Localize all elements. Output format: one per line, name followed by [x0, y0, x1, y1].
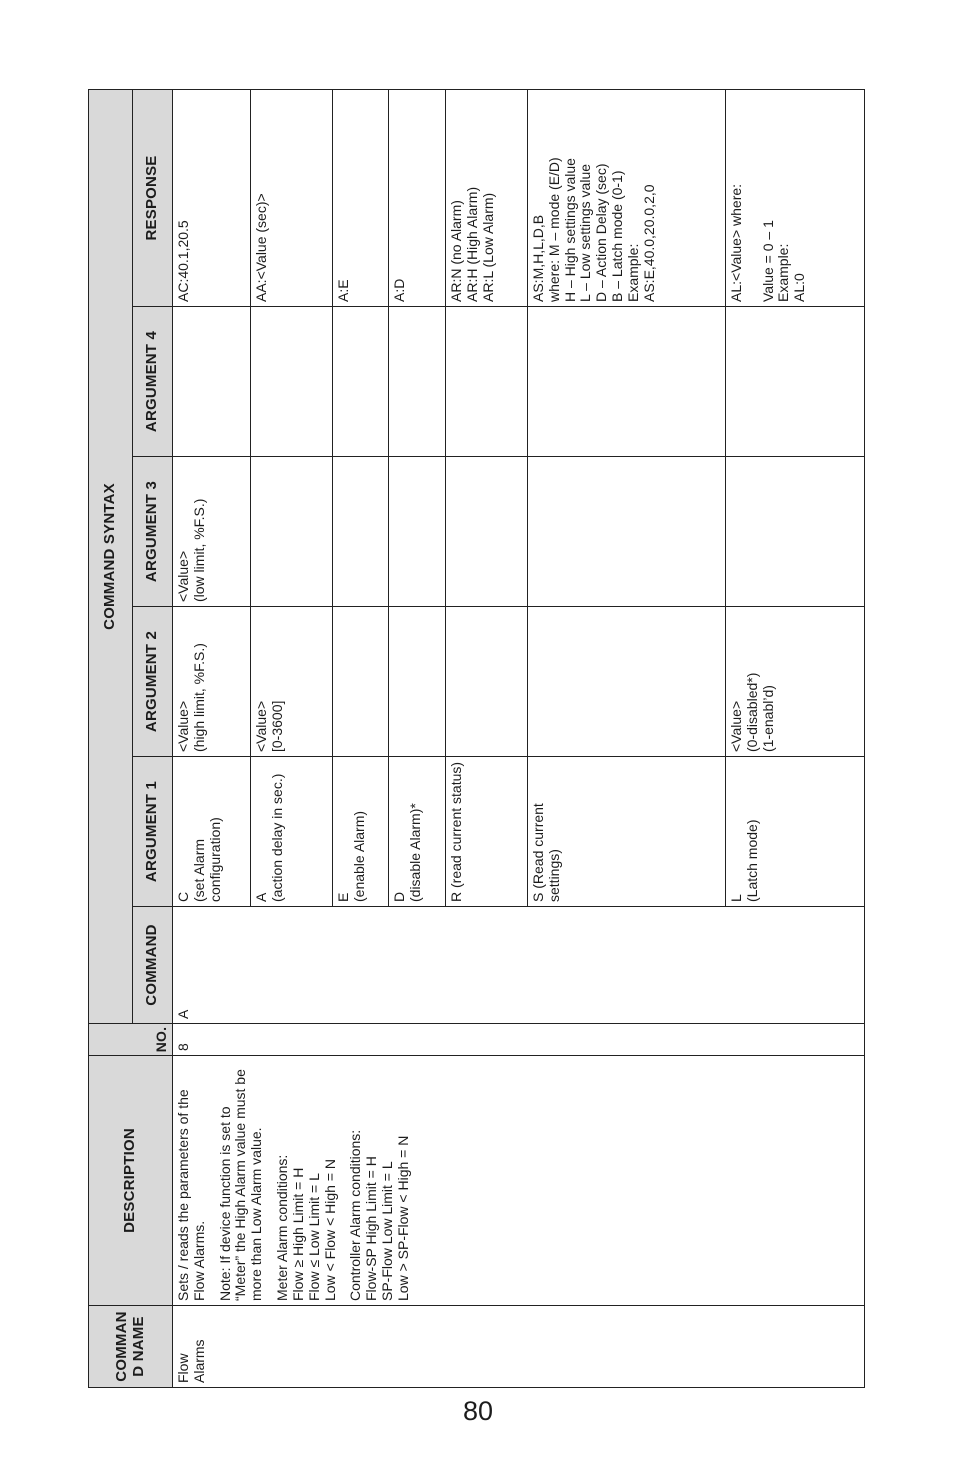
response-cell	[726, 90, 865, 307]
argument4-cell	[251, 307, 333, 457]
response-cell	[446, 90, 528, 307]
command-name: Flow Alarms	[175, 1339, 207, 1383]
argument1-cell	[173, 757, 251, 907]
argument3-cell	[446, 457, 528, 607]
meter-alarm-conditions: Meter Alarm conditions: Flow ≥ High Limit = H Flow ≤ Low Limit = L Low < Flow < High = N	[274, 1154, 338, 1301]
command-letter: A	[175, 1009, 191, 1019]
command-number: 8	[175, 1043, 191, 1051]
header-command: COMMAND	[133, 907, 173, 1024]
argument4-cell	[173, 307, 251, 457]
argument1-cell	[726, 757, 865, 907]
response-text: A:E	[335, 279, 351, 302]
argument2-cell	[389, 607, 446, 757]
header-command-syntax: COMMAND SYNTAX	[89, 90, 133, 1024]
response-text: AR:N (no Alarm) AR:H (High Alarm) AR:L (Low Alarm)	[448, 186, 496, 302]
argument1-text: A (action delay in sec.)	[253, 773, 285, 902]
argument1-cell	[389, 757, 446, 907]
argument4-cell	[333, 307, 389, 457]
response-cell	[173, 90, 251, 307]
argument3-text: <Value> (low limit, %F.S.)	[175, 498, 207, 602]
argument4-cell	[528, 307, 726, 457]
description-cell	[173, 1056, 865, 1306]
response-cell	[333, 90, 389, 307]
command-cell	[173, 907, 726, 1024]
controller-alarm-conditions: Controller Alarm conditions: Flow-SP High Limit = H SP-Flow Low Limit = L Low > SP-Flow < High = N	[347, 1129, 411, 1301]
header-argument-2: ARGUMENT 2	[133, 607, 173, 757]
header-no: NO.	[89, 1024, 173, 1056]
response-cell	[528, 90, 726, 307]
argument1-text: C (set Alarm configuration)	[175, 817, 223, 902]
header-description: DESCRIPTION	[89, 1056, 173, 1306]
command-name-cell	[173, 1306, 865, 1388]
table-row	[173, 90, 251, 1388]
argument2-cell	[726, 607, 865, 757]
argument3-cell	[333, 457, 389, 607]
argument4-cell	[726, 307, 865, 457]
argument3-cell	[173, 457, 251, 607]
argument2-text: <Value> [0-3600]	[253, 700, 285, 752]
argument3-cell	[726, 457, 865, 607]
argument1-cell	[333, 757, 389, 907]
argument2-cell	[446, 607, 528, 757]
response-text: AC:40.1,20.5	[175, 220, 191, 302]
argument4-cell	[389, 307, 446, 457]
response-cell	[251, 90, 333, 307]
command-cell-empty	[726, 907, 865, 1024]
header-argument-1: ARGUMENT 1	[133, 757, 173, 907]
header-response: RESPONSE	[133, 90, 173, 307]
header-argument-4: ARGUMENT 4	[133, 307, 173, 457]
argument2-cell	[173, 607, 251, 757]
page-number: 80	[462, 1396, 494, 1426]
argument4-cell	[446, 307, 528, 457]
argument2-cell	[251, 607, 333, 757]
header-argument-3: ARGUMENT 3	[133, 457, 173, 607]
argument2-text: <Value> (0-disabled*) (1-enabl’d)	[728, 672, 776, 752]
rotated-table-container	[88, 90, 865, 1388]
argument1-text: L (Latch mode)	[728, 819, 760, 902]
argument2-cell	[333, 607, 389, 757]
argument1-cell	[528, 757, 726, 907]
argument2-cell	[528, 607, 726, 757]
argument2-text: <Value> (high limit, %F.S.)	[175, 643, 207, 752]
argument1-text: E (enable Alarm)	[335, 810, 367, 902]
description-note: Note: If device function is set to “Meter” the High Alarm value must be more than Low Alarm value.	[216, 1069, 265, 1301]
description-intro: Sets / reads the parameters of the Flow Alarms.	[175, 1089, 207, 1301]
argument1-cell	[446, 757, 528, 907]
argument3-cell	[528, 457, 726, 607]
argument1-text: R (read current status)	[448, 761, 464, 902]
response-text: AL:<Value> where: Value = 0 – 1 Example: AL:0	[728, 183, 808, 302]
argument3-cell	[389, 457, 446, 607]
response-text: AA:<Value (sec)>	[253, 193, 269, 302]
response-text: AS:M,H,L,D,B where: M – mode (E/D) H – High settings value L – Low settings value D – Action Delay (sec) B – Latch mode (0-1) Example: AS:E,40.0,20.0,2,0	[530, 157, 657, 302]
argument1-cell	[251, 757, 333, 907]
response-text: A:D	[391, 278, 407, 302]
no-cell	[173, 1024, 865, 1056]
command-table	[88, 89, 865, 1388]
response-cell	[389, 90, 446, 307]
argument1-text: D (disable Alarm)*	[391, 803, 423, 902]
argument1-text: S (Read current settings)	[530, 803, 562, 902]
argument3-cell	[251, 457, 333, 607]
header-command-name: COMMAND NAME	[89, 1306, 173, 1388]
